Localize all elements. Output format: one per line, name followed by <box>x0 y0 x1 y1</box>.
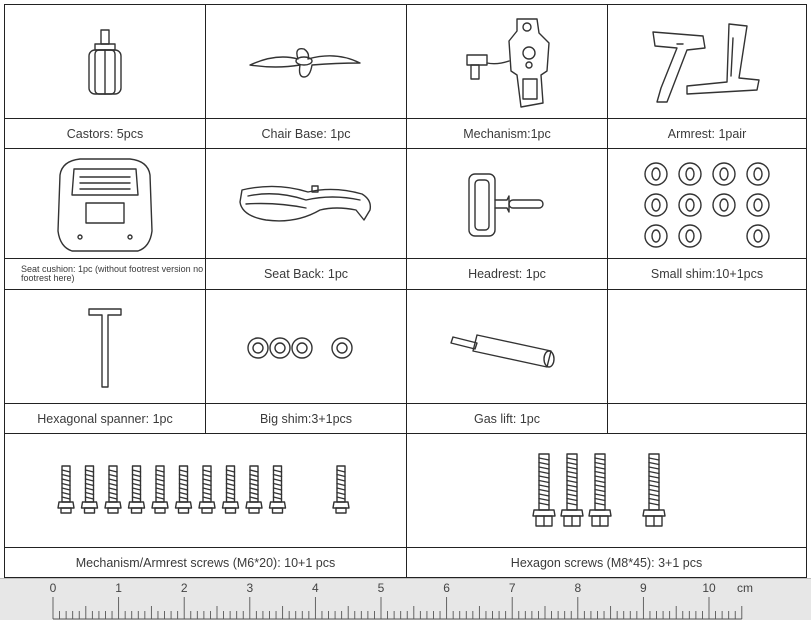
m8-screw <box>533 454 555 526</box>
small-shim-hole <box>652 199 660 211</box>
small-shim-hole <box>686 168 694 180</box>
m8-screw <box>643 454 665 526</box>
small-shim <box>747 194 769 216</box>
ruler-ticks <box>0 579 811 620</box>
part-label: Castors: 5pcs <box>5 118 205 148</box>
part-label: Small shim:10+1pcs <box>608 258 806 289</box>
ruler-number: 2 <box>180 581 188 595</box>
small-shim <box>645 194 667 216</box>
part-cell-gas-lift <box>406 289 608 434</box>
m6-screw <box>222 466 238 513</box>
centimeter-ruler <box>0 578 811 620</box>
ruler-number: 5 <box>377 581 385 595</box>
m6-screw <box>58 466 74 513</box>
mechanism-icon <box>447 13 567 113</box>
small-shim-hole <box>686 199 694 211</box>
m8-screw <box>561 454 583 526</box>
m6-screw <box>81 466 97 513</box>
small-shim-hole <box>754 230 762 242</box>
m6-screw <box>246 466 262 513</box>
part-label: Seat Back: 1pc <box>206 258 406 289</box>
ruler-number: 9 <box>640 581 647 595</box>
m6-screw <box>269 466 285 513</box>
small-shim-hole <box>754 168 762 180</box>
ruler-number: 10 <box>702 581 716 595</box>
m6-screw <box>152 466 168 513</box>
part-label: Hexagonal spanner: 1pc <box>5 403 205 433</box>
m6-screw <box>128 466 144 513</box>
ruler-number: 3 <box>246 581 254 595</box>
big-shim-icon <box>246 328 366 368</box>
chair-base-icon <box>246 43 366 83</box>
part-cell-m8-screws <box>406 433 807 578</box>
part-label <box>608 403 806 433</box>
small-shim-hole <box>720 199 728 211</box>
ruler-number: 1 <box>115 581 122 595</box>
part-cell-seat-cushion <box>4 148 206 290</box>
part-label: Headrest: 1pc <box>407 258 607 289</box>
small-shim <box>713 163 735 185</box>
part-label: Armrest: 1pair <box>608 118 806 148</box>
armrest-icon <box>647 18 767 108</box>
part-cell-castors <box>4 4 206 149</box>
small-shim <box>747 225 769 247</box>
ruler-number: 8 <box>574 581 582 595</box>
small-shim <box>713 194 735 216</box>
m8-screw-icon <box>532 452 682 532</box>
small-shim-hole <box>754 199 762 211</box>
part-label: Big shim:3+1pcs <box>206 403 406 433</box>
part-label: Chair Base: 1pc <box>206 118 406 148</box>
small-shim-icon <box>642 160 772 250</box>
part-cell-hex-spanner <box>4 289 206 434</box>
small-shim-hole <box>686 230 694 242</box>
part-cell-big-shim <box>205 289 407 434</box>
ruler-number: 4 <box>312 581 319 595</box>
part-label: Mechanism:1pc <box>407 118 607 148</box>
gas-lift-icon <box>447 323 567 373</box>
part-cell-headrest <box>406 148 608 290</box>
small-shim <box>645 225 667 247</box>
part-label: Mechanism/Armrest screws (M6*20): 10+1 pcs <box>5 547 406 577</box>
part-label: Seat cushion: 1pc (without footrest version no footrest here) <box>5 258 205 289</box>
small-shim <box>679 225 701 247</box>
ruler-unit: cm <box>737 581 753 595</box>
part-cell-chair-base <box>205 4 407 149</box>
m6-screw <box>105 466 121 513</box>
part-cell-empty <box>607 289 807 434</box>
seat-back-icon <box>236 180 376 230</box>
seat-cushion-icon <box>50 155 160 255</box>
hex-spanner-icon <box>75 303 135 393</box>
part-label: Gas lift: 1pc <box>407 403 607 433</box>
part-cell-armrest <box>607 4 807 149</box>
headrest-icon <box>457 170 557 240</box>
small-shim <box>679 163 701 185</box>
part-cell-small-shim <box>607 148 807 290</box>
part-cell-m6-screws <box>4 433 407 578</box>
m6-screw <box>333 466 349 513</box>
part-label: Hexagon screws (M8*45): 3+1 pcs <box>407 547 806 577</box>
ruler-number: 6 <box>443 581 450 595</box>
small-shim-hole <box>652 168 660 180</box>
ruler-number: 7 <box>508 581 516 595</box>
small-shim <box>679 194 701 216</box>
small-shim-hole <box>652 230 660 242</box>
m8-screw <box>589 454 611 526</box>
part-cell-mechanism <box>406 4 608 149</box>
castor-icon <box>75 28 135 98</box>
m6-screw <box>199 466 215 513</box>
small-shim-hole <box>720 168 728 180</box>
small-shim <box>645 163 667 185</box>
m6-screw-icon <box>56 462 356 522</box>
part-cell-seat-back <box>205 148 407 290</box>
ruler-number: 0 <box>49 581 57 595</box>
small-shim <box>747 163 769 185</box>
m6-screw <box>175 466 191 513</box>
